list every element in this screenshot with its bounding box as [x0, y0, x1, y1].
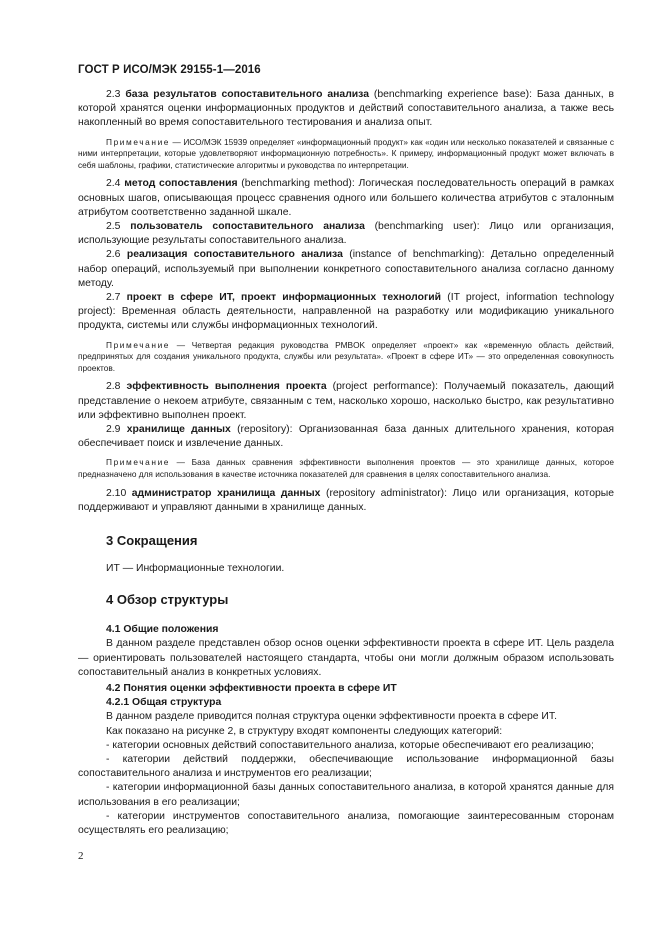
- page-number: 2: [78, 850, 84, 862]
- definition-2-5: 2.5 пользователь сопоставительного анализа (benchmarking user): Лицо или организация, использующие результаты сопоставительного анализа.: [78, 221, 614, 247]
- page-content: [78, 88, 614, 838]
- section-4-1-text: В данном разделе представлен обзор основ оценки эффективности проекта в сфере ИТ. Цель раздела — ориентировать пользователей настоящего стандарта, чтобы они могли должным образом использовать сопоставительный анализ в конкретных условиях.: [78, 638, 614, 678]
- definition-2-3: 2.3 база результатов сопоставительного анализа (benchmarking experience base): База данных, в которой хранятся оценки информационных продуктов и действий сопоставительного анализа, а также весь накопленный во время сопоставительного тестирования и анализа опыт.: [78, 89, 614, 129]
- section-4-title: 4 Обзор структуры: [106, 592, 229, 608]
- note-3: Примечание — База данных сравнения эффективности выполнения проектов — это хранилище данных, которое предназначено для использования в качестве источника показателей для сравнения в целях сопоставительного анализа.: [78, 457, 614, 480]
- definition-2-4: 2.4 метод сопоставления (benchmarking method): Логическая последовательность операций в рамках основных шагов, описывающая процесс сравнения одного или большего количества атрибутов с эталонным атрибутом соответственно заданной шкале.: [78, 178, 615, 218]
- list-item: - категории основных действий сопоставительного анализа, которые обеспечивают его реализацию;: [106, 739, 594, 751]
- section-4-2-1-p2: Как показано на рисунке 2, в структуру входят компоненты следующих категорий:: [106, 725, 503, 737]
- definition-2-9: 2.9 хранилище данных (repository): Организованная база данных длительного хранения, которая обеспечивает поиск и извлечение данных.: [78, 424, 614, 450]
- definition-2-8: 2.8 эффективность выполнения проекта (project performance): Получаемый показатель, дающий представление о некоем атрибуте, связанным с тем, насколько хорошо, насколько быстро, как результативно или эффективно выполнен проект.: [78, 381, 614, 421]
- note-2: Примечание — Четвертая редакция руководства PMBOK определяет «проект» как «временную область действий, предпринятых для создания уникального продукта, службы или результата». «Проект в сфере ИТ» — это определенная совокупность проектов.: [78, 339, 614, 373]
- document-header: ГОСТ Р ИСО/МЭК 29155-1—2016: [78, 64, 261, 76]
- list-item: - категории инструментов сопоставительного анализа, помогающие заинтересованным сторонам осуществлять его реализацию;: [78, 810, 614, 837]
- list-item: - категории информационной базы данных сопоставительного анализа, в которой хранятся данные для использования в его реализации;: [78, 782, 614, 808]
- section-4-2-1-p1: В данном разделе приводится полная структура оценки эффективности проекта в сфере ИТ.: [106, 711, 557, 723]
- section-3-text: ИТ — Информационные технологии.: [106, 563, 285, 575]
- definition-2-6: 2.6 реализация сопоставительного анализа (instance of benchmarking): Детально определенный набор операций, используемый при выполнении конкретного сопоставительного анализа согласно данному методу.: [78, 249, 614, 289]
- definition-2-7: 2.7 проект в сфере ИТ, проект информационных технологий (IT project, information technology project): Временная область деятельности, направленной на разработку или модификацию уникального продукта, системы или службы информационных технологий.: [78, 292, 615, 332]
- note-1: Примечание — ИСО/МЭК 15939 определяет «информационный продукт» как «один или несколько показателей и связанные с ними интерпретации, которые удовлетворяют информационную потребность». К примеру, информационный продукт может включать в себя шаблоны, графики, статистические алгоритмы и руководства по интерпретации.: [78, 136, 614, 170]
- list-item: - категории действий поддержки, обеспечивающие использование информационной базы сопоставительного анализа и инструментов его реализации;: [78, 754, 614, 780]
- definition-2-10: 2.10 администратор хранилища данных (repository administrator): Лицо или организация, которые поддерживают и управляют данными в хранилище данных.: [78, 487, 614, 513]
- section-4-1-title: 4.1 Общие положения: [106, 624, 219, 636]
- section-3-title: 3 Сокращения: [106, 533, 198, 549]
- section-4-2-title: 4.2 Понятия оценки эффективности проекта в сфере ИТ: [106, 683, 397, 695]
- section-4-2-1-title: 4.2.1 Общая структура: [106, 697, 222, 709]
